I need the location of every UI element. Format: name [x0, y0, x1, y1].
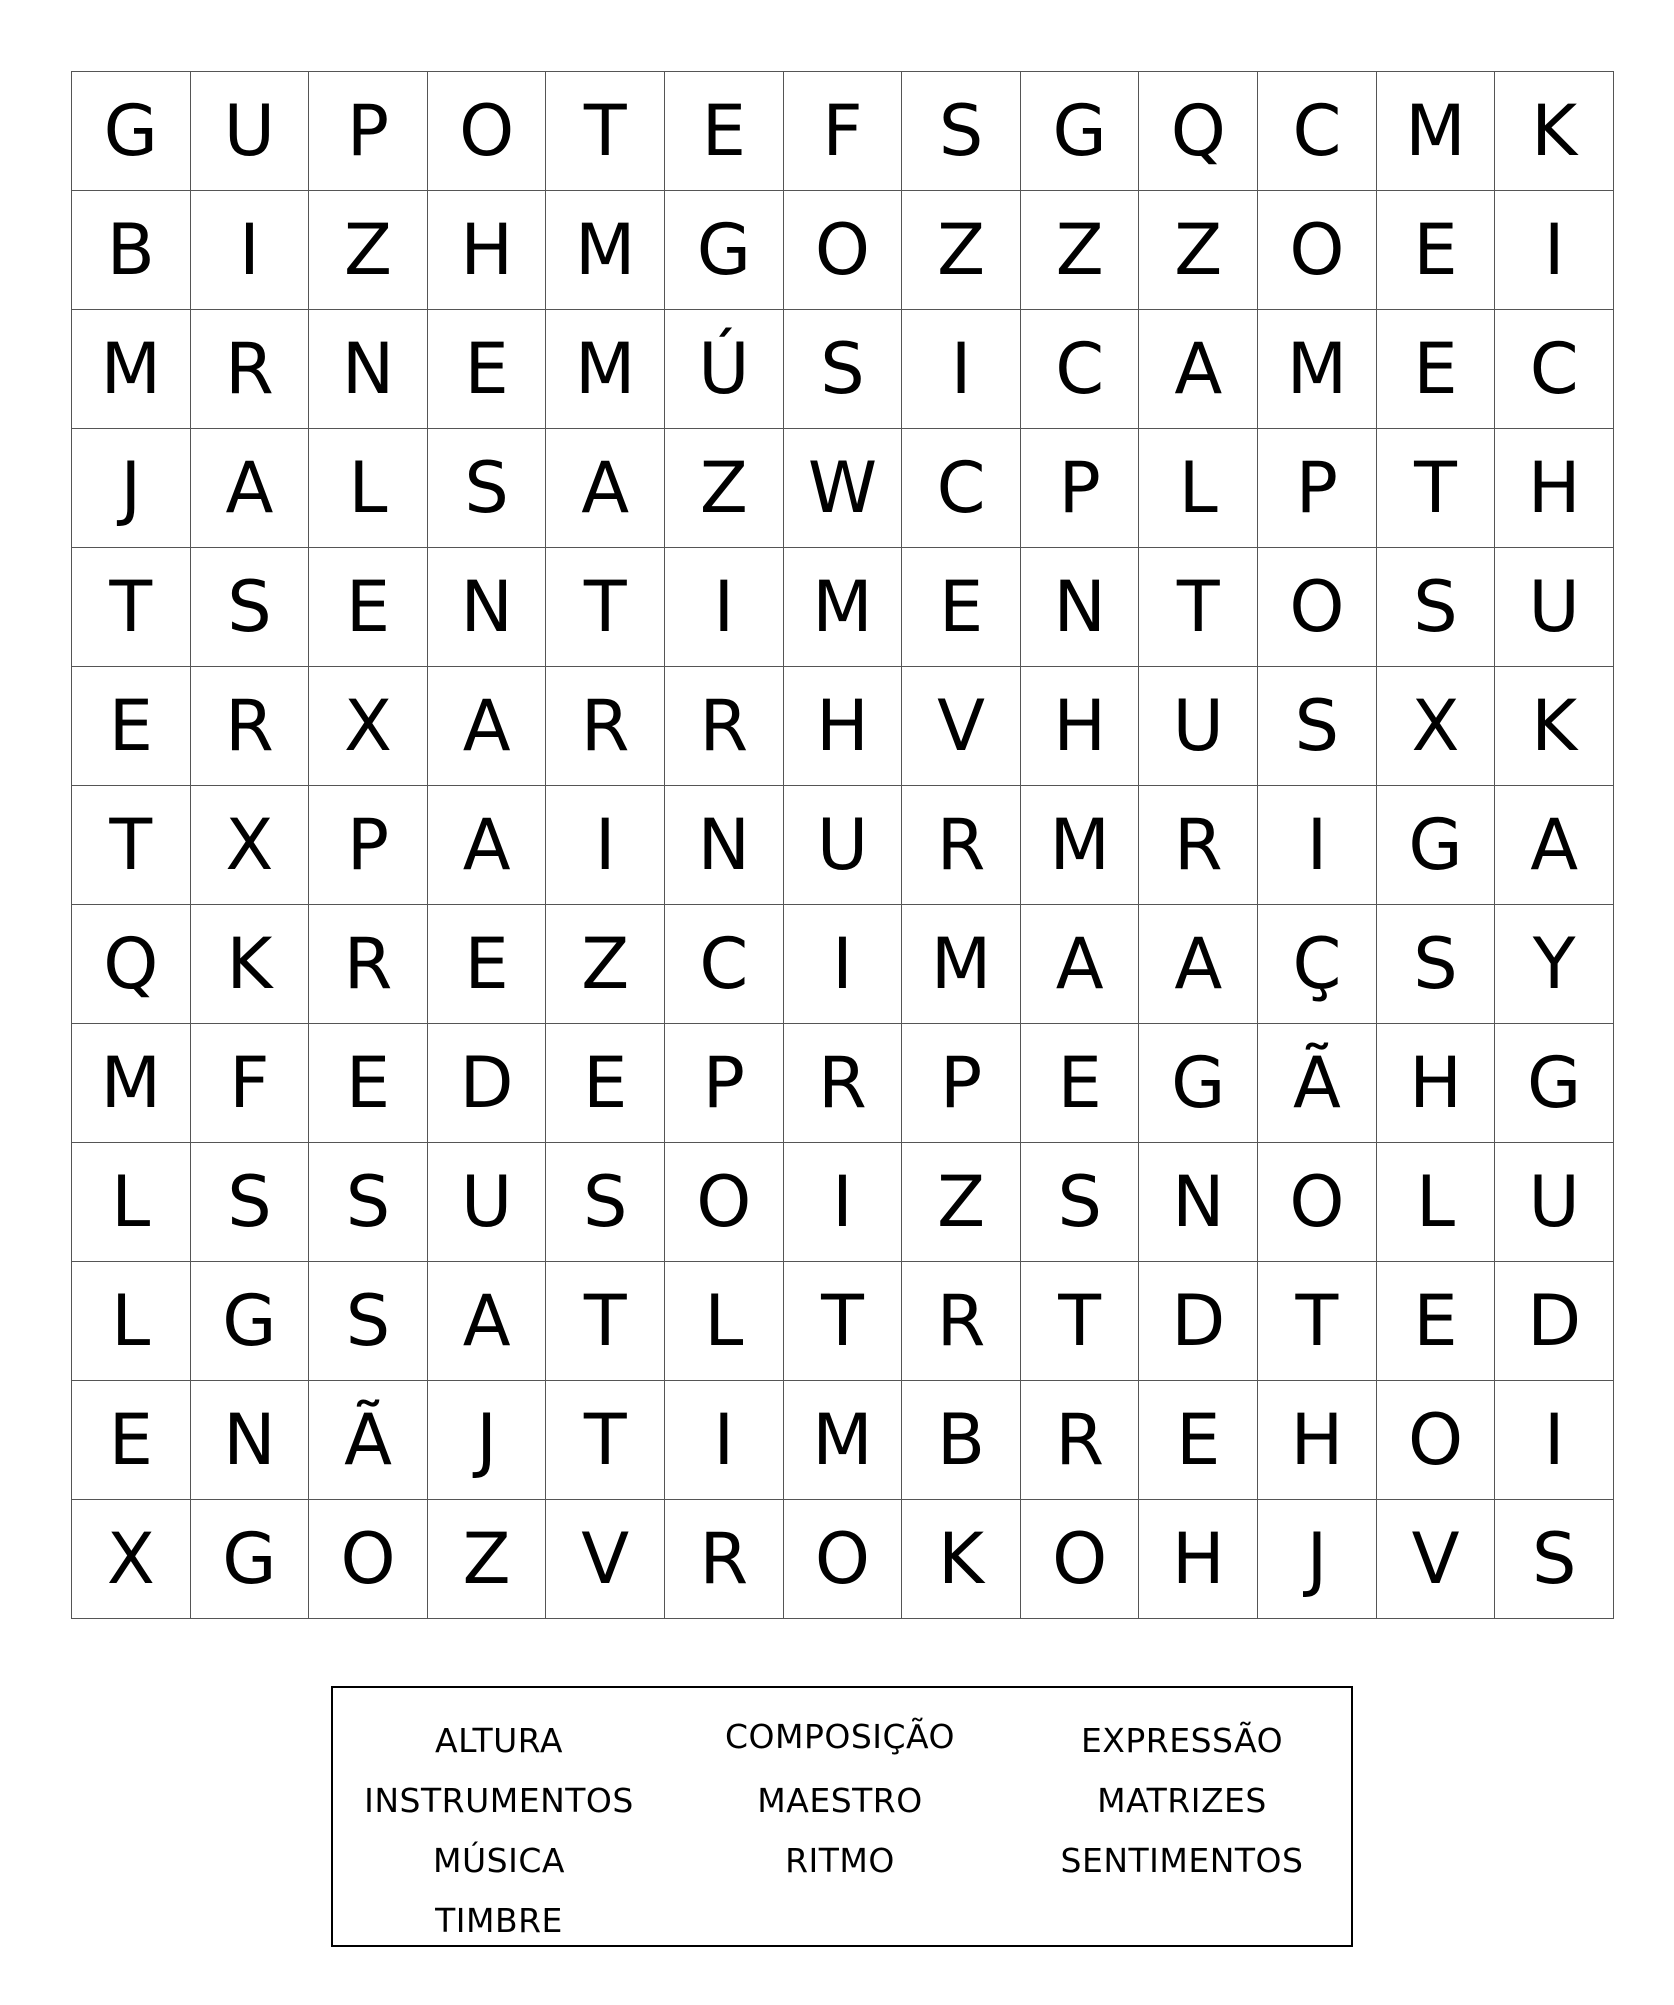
grid-row [72, 191, 1614, 310]
grid-cell[interactable]: C [1020, 310, 1139, 429]
grid-cell[interactable]: N [1020, 548, 1139, 667]
grid-cell[interactable]: G [1139, 1024, 1258, 1143]
grid-cell[interactable]: E [1139, 1381, 1258, 1500]
grid-cell[interactable]: E [309, 1024, 428, 1143]
grid-cell[interactable]: R [783, 1024, 902, 1143]
grid-row [72, 667, 1614, 786]
grid-cell[interactable]: H [1495, 429, 1614, 548]
grid-cell[interactable]: E [427, 310, 546, 429]
grid-cell[interactable]: S [1376, 548, 1495, 667]
grid-cell[interactable]: O [1020, 1500, 1139, 1619]
grid-cell[interactable]: J [1258, 1500, 1377, 1619]
grid-cell[interactable]: I [1495, 1381, 1614, 1500]
grid-cell[interactable]: K [902, 1500, 1021, 1619]
grid-cell[interactable]: T [546, 1262, 665, 1381]
grid-cell[interactable]: A [1139, 905, 1258, 1024]
grid-cell[interactable]: L [1139, 429, 1258, 548]
grid-cell[interactable]: T [546, 72, 665, 191]
grid-cell[interactable]: I [783, 1143, 902, 1262]
grid-row [72, 786, 1614, 905]
grid-cell[interactable]: X [190, 786, 309, 905]
grid-cell[interactable]: S [1258, 667, 1377, 786]
grid-cell[interactable]: R [902, 786, 1021, 905]
grid-cell[interactable]: B [902, 1381, 1021, 1500]
grid-cell[interactable]: S [1495, 1500, 1614, 1619]
grid-cell[interactable]: R [546, 667, 665, 786]
grid-row [72, 548, 1614, 667]
grid-cell[interactable]: A [546, 429, 665, 548]
grid-cell[interactable]: R [665, 667, 784, 786]
grid-cell[interactable]: V [546, 1500, 665, 1619]
grid-cell[interactable]: H [1020, 667, 1139, 786]
grid-cell[interactable]: P [1258, 429, 1377, 548]
grid-cell[interactable]: Ç [1258, 905, 1377, 1024]
grid-cell[interactable]: T [1020, 1262, 1139, 1381]
grid-cell[interactable]: G [1020, 72, 1139, 191]
grid-cell[interactable]: L [309, 429, 428, 548]
grid-row [72, 1262, 1614, 1381]
grid-cell[interactable]: E [1376, 191, 1495, 310]
grid-cell[interactable]: R [665, 1500, 784, 1619]
grid-cell[interactable]: C [665, 905, 784, 1024]
grid-cell[interactable]: E [902, 548, 1021, 667]
grid-cell[interactable]: V [1376, 1500, 1495, 1619]
grid-cell[interactable]: T [1258, 1262, 1377, 1381]
grid-cell[interactable]: N [190, 1381, 309, 1500]
grid-cell[interactable]: X [72, 1500, 191, 1619]
grid-cell[interactable]: H [427, 191, 546, 310]
grid-cell[interactable]: Q [1139, 72, 1258, 191]
grid-cell[interactable]: O [1258, 191, 1377, 310]
grid-cell[interactable]: Q [72, 905, 191, 1024]
grid-row [72, 72, 1614, 191]
grid-cell[interactable]: H [1139, 1500, 1258, 1619]
grid-cell[interactable]: H [1376, 1024, 1495, 1143]
grid-cell[interactable]: A [427, 1262, 546, 1381]
grid-cell[interactable]: D [1139, 1262, 1258, 1381]
grid-cell[interactable]: R [190, 667, 309, 786]
grid-cell[interactable]: I [665, 1381, 784, 1500]
grid-cell[interactable]: Z [902, 1143, 1021, 1262]
grid-cell[interactable]: M [1258, 310, 1377, 429]
grid-cell[interactable]: K [1495, 667, 1614, 786]
grid-cell[interactable]: K [190, 905, 309, 1024]
grid-cell[interactable]: E [427, 905, 546, 1024]
grid-cell[interactable]: S [190, 1143, 309, 1262]
grid-cell[interactable]: G [190, 1500, 309, 1619]
grid-cell[interactable]: T [546, 1381, 665, 1500]
grid-cell[interactable]: O [309, 1500, 428, 1619]
grid-cell[interactable]: S [783, 310, 902, 429]
word-list-item: ALTURA [435, 1721, 563, 1760]
grid-cell[interactable]: E [665, 72, 784, 191]
grid-cell[interactable]: A [1495, 786, 1614, 905]
grid-cell[interactable]: L [72, 1143, 191, 1262]
grid-cell[interactable]: M [72, 310, 191, 429]
grid-cell[interactable]: E [1376, 1262, 1495, 1381]
grid-cell[interactable]: F [190, 1024, 309, 1143]
grid-cell[interactable]: B [72, 191, 191, 310]
grid-cell[interactable]: Z [427, 1500, 546, 1619]
grid-cell[interactable]: M [546, 191, 665, 310]
grid-cell[interactable]: U [1495, 1143, 1614, 1262]
grid-cell[interactable]: T [72, 548, 191, 667]
grid-cell[interactable]: S [190, 548, 309, 667]
grid-cell[interactable]: H [1258, 1381, 1377, 1500]
grid-row [72, 905, 1614, 1024]
grid-cell[interactable]: A [1139, 310, 1258, 429]
grid-cell[interactable]: U [427, 1143, 546, 1262]
grid-cell[interactable]: S [1376, 905, 1495, 1024]
grid-cell[interactable]: R [1020, 1381, 1139, 1500]
grid-cell[interactable]: S [309, 1262, 428, 1381]
grid-cell[interactable]: P [309, 786, 428, 905]
grid-cell[interactable]: K [1495, 72, 1614, 191]
grid-cell[interactable]: I [190, 191, 309, 310]
grid-cell[interactable]: O [783, 1500, 902, 1619]
grid-cell[interactable]: P [665, 1024, 784, 1143]
grid-cell[interactable]: O [1376, 1381, 1495, 1500]
grid-cell[interactable]: L [665, 1262, 784, 1381]
grid-cell[interactable]: Z [902, 191, 1021, 310]
grid-row [72, 1024, 1614, 1143]
grid-cell[interactable]: Z [546, 905, 665, 1024]
grid-cell[interactable]: A [1020, 905, 1139, 1024]
word-list-item: MÚSICA [433, 1841, 565, 1880]
grid-cell[interactable]: X [309, 667, 428, 786]
grid-cell[interactable]: J [427, 1381, 546, 1500]
grid-cell[interactable]: C [1495, 310, 1614, 429]
grid-cell[interactable]: J [72, 429, 191, 548]
grid-cell[interactable]: Z [665, 429, 784, 548]
grid-cell[interactable]: M [72, 1024, 191, 1143]
grid-cell[interactable]: L [72, 1262, 191, 1381]
grid-cell[interactable]: R [190, 310, 309, 429]
grid-cell[interactable]: M [546, 310, 665, 429]
grid-cell[interactable]: A [427, 786, 546, 905]
grid-cell[interactable]: O [665, 1143, 784, 1262]
grid-cell[interactable]: R [1139, 786, 1258, 905]
grid-cell[interactable]: A [190, 429, 309, 548]
grid-cell[interactable]: I [783, 905, 902, 1024]
grid-cell[interactable]: Z [309, 191, 428, 310]
grid-cell[interactable]: O [1258, 548, 1377, 667]
word-list-item: INSTRUMENTOS [364, 1781, 634, 1820]
grid-cell[interactable]: U [190, 72, 309, 191]
grid-cell[interactable]: G [1376, 786, 1495, 905]
grid-cell[interactable]: Z [1139, 191, 1258, 310]
grid-cell[interactable]: D [1495, 1262, 1614, 1381]
grid-cell[interactable]: P [1020, 429, 1139, 548]
grid-cell[interactable]: I [902, 310, 1021, 429]
grid-cell[interactable]: O [1258, 1143, 1377, 1262]
grid-cell[interactable]: Ã [309, 1381, 428, 1500]
grid-cell[interactable]: W [783, 429, 902, 548]
grid-cell[interactable]: R [309, 905, 428, 1024]
grid-cell[interactable]: O [427, 72, 546, 191]
grid-cell[interactable]: Ã [1258, 1024, 1377, 1143]
grid-cell[interactable]: Y [1495, 905, 1614, 1024]
word-list-item: MATRIZES [1097, 1781, 1267, 1820]
grid-row [72, 1381, 1614, 1500]
grid-cell[interactable]: A [427, 667, 546, 786]
grid-cell[interactable]: T [1376, 429, 1495, 548]
grid-cell[interactable]: N [1139, 1143, 1258, 1262]
grid-cell[interactable]: E [546, 1024, 665, 1143]
grid-row [72, 1500, 1614, 1619]
grid-cell[interactable]: U [783, 786, 902, 905]
grid-cell[interactable]: T [783, 1262, 902, 1381]
grid-cell[interactable]: G [1495, 1024, 1614, 1143]
grid-cell[interactable]: S [546, 1143, 665, 1262]
grid-cell[interactable]: F [783, 72, 902, 191]
grid-cell[interactable]: V [902, 667, 1021, 786]
grid-cell[interactable]: M [902, 905, 1021, 1024]
grid-cell[interactable]: M [783, 1381, 902, 1500]
grid-cell[interactable]: I [546, 786, 665, 905]
grid-cell[interactable]: S [1020, 1143, 1139, 1262]
grid-cell[interactable]: E [1020, 1024, 1139, 1143]
grid-cell[interactable]: P [309, 72, 428, 191]
grid-cell[interactable]: G [190, 1262, 309, 1381]
word-list-item: COMPOSIÇÃO [724, 1717, 956, 1756]
grid-cell[interactable]: M [1376, 72, 1495, 191]
grid-cell[interactable]: S [427, 429, 546, 548]
grid-cell[interactable]: E [72, 667, 191, 786]
grid-cell[interactable]: L [1376, 1143, 1495, 1262]
grid-cell[interactable]: E [72, 1381, 191, 1500]
grid-row [72, 1143, 1614, 1262]
grid-cell[interactable]: O [783, 191, 902, 310]
grid-row [72, 429, 1614, 548]
grid-cell[interactable]: C [1258, 72, 1377, 191]
grid-cell[interactable]: S [309, 1143, 428, 1262]
letter-grid [71, 71, 1614, 1619]
grid-cell[interactable]: U [1139, 667, 1258, 786]
grid-cell[interactable]: Ú [665, 310, 784, 429]
grid-cell[interactable]: N [665, 786, 784, 905]
grid-cell[interactable]: M [783, 548, 902, 667]
grid-cell[interactable]: R [902, 1262, 1021, 1381]
grid-cell[interactable]: E [1376, 310, 1495, 429]
grid-cell[interactable]: X [1376, 667, 1495, 786]
grid-row [72, 310, 1614, 429]
word-list-item: MAESTRO [757, 1781, 923, 1820]
grid-cell[interactable]: H [783, 667, 902, 786]
grid-cell[interactable]: I [1258, 786, 1377, 905]
grid-cell[interactable]: N [427, 548, 546, 667]
grid-cell[interactable]: S [902, 72, 1021, 191]
grid-cell[interactable]: M [1020, 786, 1139, 905]
grid-cell[interactable]: D [427, 1024, 546, 1143]
grid-cell[interactable]: T [546, 548, 665, 667]
word-list-item: RITMO [785, 1841, 895, 1880]
grid-cell[interactable]: T [72, 786, 191, 905]
grid-cell[interactable]: G [665, 191, 784, 310]
grid-cell[interactable]: I [665, 548, 784, 667]
grid-cell[interactable]: N [309, 310, 428, 429]
grid-cell[interactable]: U [1495, 548, 1614, 667]
grid-cell[interactable]: P [902, 1024, 1021, 1143]
grid-cell[interactable]: T [1139, 548, 1258, 667]
grid-cell[interactable]: C [902, 429, 1021, 548]
word-list-item: TIMBRE [435, 1901, 563, 1940]
grid-cell[interactable]: E [309, 548, 428, 667]
word-list-item: EXPRESSÃO [1080, 1721, 1284, 1760]
grid-cell[interactable]: G [72, 72, 191, 191]
grid-cell[interactable]: I [1495, 191, 1614, 310]
grid-cell[interactable]: Z [1020, 191, 1139, 310]
word-list-box [331, 1686, 1353, 1947]
word-list-item: SENTIMENTOS [1060, 1841, 1304, 1880]
